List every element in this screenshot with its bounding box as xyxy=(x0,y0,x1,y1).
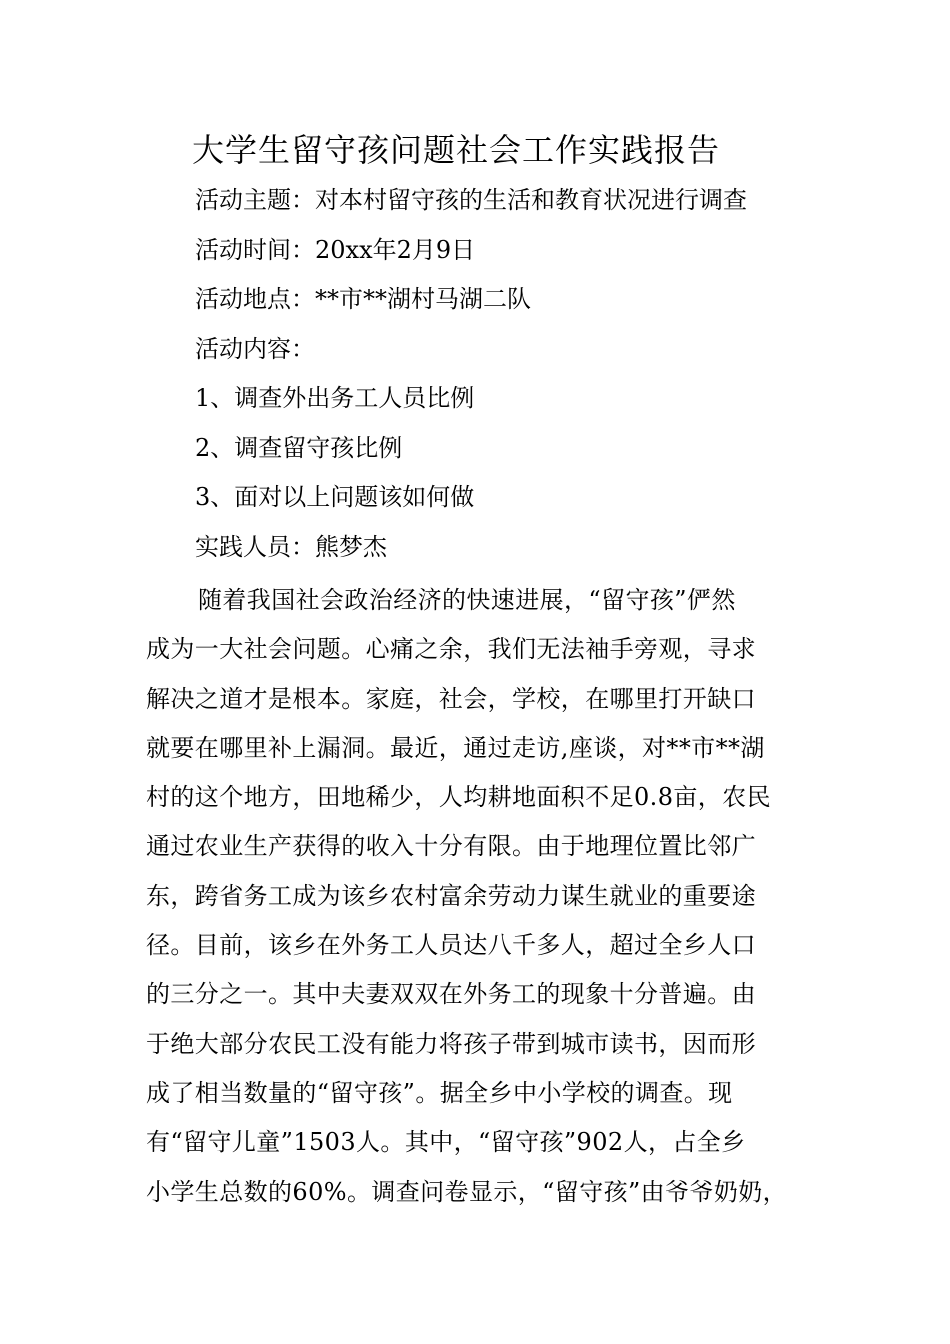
body-line: 村的这个地方，田地稀少，人均耕地面积不足0.8亩，农民 xyxy=(146,783,771,812)
body-line: 成为一大社会问题。心痛之余，我们无法袖手旁观，寻求 xyxy=(146,635,756,664)
activity-theme: 活动主题：对本村留守孩的生活和教育状况进行调查 xyxy=(195,186,747,214)
body-line: 小学生总数的60%。调查问卷显示，“留守孩”由爷爷奶奶， xyxy=(146,1177,788,1206)
activity-content-heading: 活动内容： xyxy=(195,334,315,363)
body-line: 有“留守儿童”1503人。其中，“留守孩”902人，占全乡 xyxy=(146,1128,746,1157)
body-line: 成了相当数量的“留守孩”。据全乡中小学校的调查。现 xyxy=(146,1078,733,1107)
activity-info xyxy=(195,176,835,572)
practice-personnel: 实践人员：熊梦杰 xyxy=(195,532,387,561)
body-line: 径。目前，该乡在外务工人员达八千多人，超过全乡人口 xyxy=(146,931,756,960)
activity-content-item-3: 3、面对以上问题该如何做 xyxy=(195,483,475,511)
body-paragraph xyxy=(146,576,826,1217)
activity-time: 活动时间：20xx年2月9日 xyxy=(195,235,476,264)
body-line: 通过农业生产获得的收入十分有限。由于地理位置比邻广 xyxy=(146,832,756,861)
body-line: 解决之道才是根本。家庭，社会，学校，在哪里打开缺口 xyxy=(146,684,756,713)
activity-content-item-2: 2、调查留守孩比例 xyxy=(195,433,403,462)
document-title: 大学生留守孩问题社会工作实践报告 xyxy=(192,131,721,169)
body-line: 于绝大部分农民工没有能力将孩子带到城市读书，因而形 xyxy=(146,1029,756,1058)
body-line: 就要在哪里补上漏洞。最近，通过走访,座谈，对**市**湖 xyxy=(146,733,765,762)
body-line: 的三分之一。其中夫妻双双在外务工的现象十分普遍。由 xyxy=(146,980,756,1009)
activity-content-item-1: 1、调查外出务工人员比例 xyxy=(195,384,475,412)
activity-location: 活动地点：**市**湖村马湖二队 xyxy=(195,285,531,313)
body-line: 东，跨省务工成为该乡农村富余劳动力谋生就业的重要途 xyxy=(146,881,756,910)
body-line: 随着我国社会政治经济的快速进展，“留守孩”俨然 xyxy=(198,586,736,614)
